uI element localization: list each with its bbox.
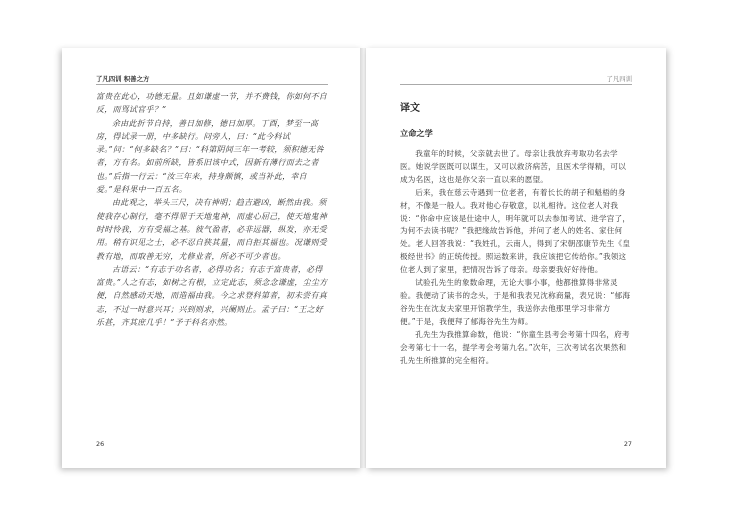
paragraph: 后来，我在慈云寺遇到一位老者，有着长长的胡子和魁梧的身材，不像是一般人。我对他心存敬意，以礼相待。这位老人对我说：“你命中应该是仕途中人，明年就可以去参加考试、进学宫了，为何不去读书呢？”我把缘故告诉他，并问了老人的姓名、家住何处。老人回答我说：“我姓孔，云南人，得到了宋朝邵康节先生《皇极经世书》的正统传授。照运数来讲，我应该把它传给你。”我领这位老人到了家里，把情况告诉了母亲。母亲要我好好待他。 [400,187,631,275]
right-page [366,48,666,468]
page-number: 26 [96,440,105,448]
paragraph: 富贵在此心，功德无量。且如谦虚一节，并不费钱，你如何不自反，而骂试官乎？” [96,92,327,115]
paragraph: 孔先生为我推算命数，他说：“你童生县考会考第十四名，府考会考第七十一名，提学考会考第九名。”次年，三次考试名次果然和孔先生所推算的完全相符。 [400,329,630,365]
translation-text [400,148,632,367]
left-page [62,48,362,468]
header-rule [96,84,328,85]
paragraph: 试验孔先生的象数命理，无论大事小事，他都推算得非常灵验。我便动了读书的念头，于是和我表兄沈称商量，表兄说：“郁海谷先生在沈友夫家里开馆教学生，我送你去他那里学习非常方便。”于是，我便拜了郁海谷先生为师。 [400,278,631,326]
original-text [96,90,328,329]
paragraph: 余由此折节自持，善日加修，德日加厚。丁酉，梦至一高房，得试录一册，中多缺行。问旁人，曰：“此今科试录。”问：“何多缺名？”曰：“科第阴间三年一考较，须积德无咎者，方有名。如前所缺，皆系旧该中式，因新有薄行而去之者也。”后指一行云：“汝三年来，持身颇慎，或当补此，幸自爱。”是科果中一百五名。 [96,118,324,195]
running-head: 了凡四训 积善之方 [96,75,150,83]
paragraph: 由此观之，举头三尺，决有神明；趋吉避凶，断然由我。须使我存心制行，毫不得罪于天地鬼神，而虚心屈己，使天地鬼神时时怜我，方有受福之基。彼气盈者，必非远器，纵发，亦无受用。稍有识见之士，必不忍自狭其量，而自拒其福也。况谦则受教有地，而取善无穷，尤修业者，所必不可少者也。 [96,198,327,261]
running-head: 了凡四训 [606,75,632,83]
section-title: 译文 [400,103,420,114]
header-rule [400,84,632,85]
paragraph: 我童年的时候，父亲就去世了。母亲让我放弃考取功名去学医。她说学医既可以谋生，又可以救济病苦，且医术学得精，可以成为名医，这也是你父亲一直以来的愿望。 [400,149,627,184]
paragraph: 古语云：“有志于功名者，必得功名；有志于富贵者，必得富贵。”人之有志，如树之有根，立定此志，须念念谦虚，尘尘方便，自然感动天地，而造福由我。今之求登科第者，初未尝有真志，不过一时意兴耳；兴到则求，兴阑则止。孟子曰：“王之好乐甚，齐其庶几乎！”予于科名亦然。 [96,264,328,328]
page-number: 27 [623,440,632,448]
section-subtitle: 立命之学 [400,128,433,138]
